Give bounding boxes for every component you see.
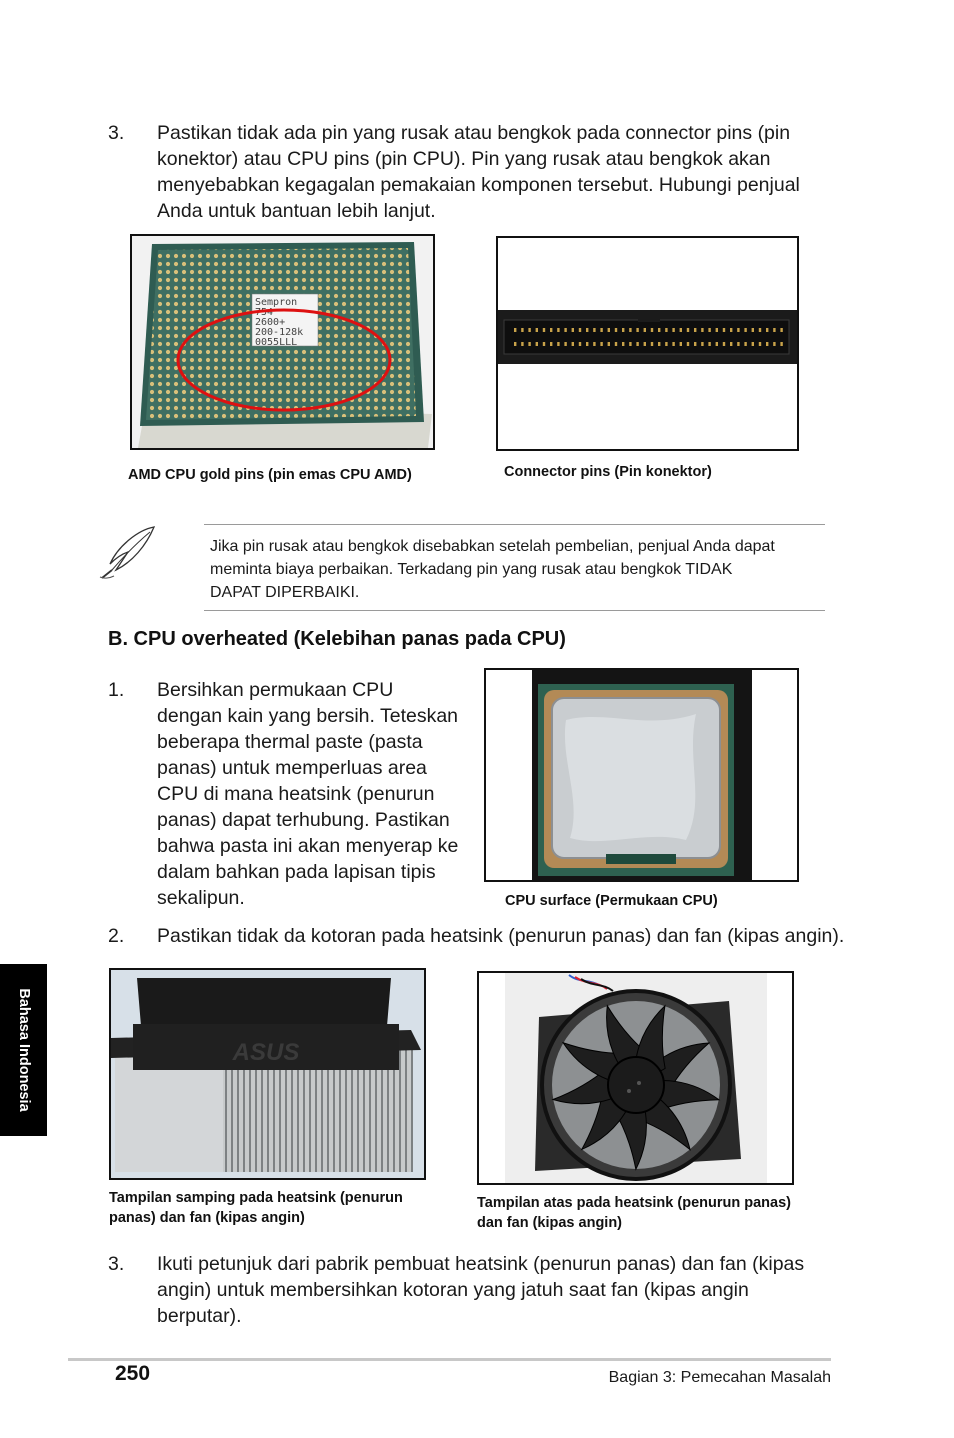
connector-pin [658,342,660,346]
heatsink-side-illustration [111,970,424,1178]
connector-pin [629,328,631,332]
connector-pin [514,328,516,332]
connector-pin [665,328,667,332]
cpu-label-line: 200-128k [255,327,304,338]
connector-pin [586,328,588,332]
connector-pin [636,342,638,346]
cpu-label-line: 2600+ [255,317,286,328]
connector-pin [665,342,667,346]
connector-pin [651,328,653,332]
connector-pin [780,328,782,332]
connector-pin [701,328,703,332]
connector-pin [593,342,595,346]
step-3-text: Pastikan tidak ada pin yang rusak atau bengkok pada connector pins (pin konektor) atau CPU pins (pin CPU). Pin yang rusak atau bengkok akan menyebabkan kegagalan pemakaian komponen tersebut. Hubungi penjual Anda untuk bantuan lebih lanjut. [157,122,800,222]
connector-pin [716,328,718,332]
connector-pin [644,328,646,332]
connector-pin [536,328,538,332]
connector-pin [708,342,710,346]
figure-caption: Tampilan atas pada heatsink (penurun panas) dan fan (kipas angin) [477,1195,791,1231]
connector-pin [737,342,739,346]
connector-pin [680,328,682,332]
cpu-label-line: Sempron [255,297,298,308]
cpu-label-line: 0055LLL [255,337,298,348]
connector-pin [608,328,610,332]
connector-pin [687,342,689,346]
connector-pin [730,328,732,332]
figure-caption: CPU surface (Permukaan CPU) [505,893,718,909]
connector-pin [694,342,696,346]
cpu-surface-illustration [486,670,797,880]
connector-pin [644,342,646,346]
footer-rule [68,1358,831,1361]
connector-pin [536,342,538,346]
step-3-bottom-text: Ikuti petunjuk dari pabrik pembuat heatsink (penurun panas) dan fan (kipas angin) untuk membersihkan kotoran yang jatuh saat fan (kipas angin berputar). [157,1253,805,1327]
connector-pin [651,342,653,346]
note-top-rule [204,524,825,525]
footer-section-title: Bagian 3: Pemecahan Masalah [608,1369,831,1386]
connector-pin [752,342,754,346]
connector-pin [636,328,638,332]
connector-pin [723,342,725,346]
connector-pin [694,328,696,332]
asus-logo: ASUS [232,1039,300,1066]
step-1-text: Bersihkan permukaan CPU dengan kain yang bersih. Teteskan beberapa thermal paste (pasta panas) untuk memperluas area CPU di mana heatsink (penurun panas) dapat terhubung. Pastikan bahwa pasta ini akan menyerap ke dalam bahkan pada lapisan tipis sekalipun. [157,679,459,909]
connector-pin [780,342,782,346]
connector-pin [543,328,545,332]
connector-pin [658,328,660,332]
connector-pin [622,342,624,346]
connector-pin [514,342,516,346]
cpu-surface-photo [484,668,799,882]
connector-pin [737,328,739,332]
connector-pin [572,342,574,346]
page-number: 250 [115,1362,151,1385]
step-number: 3. [108,122,125,144]
connector-pin [528,342,530,346]
connector-pin [543,342,545,346]
cpu-label-line: 754 [255,307,274,318]
connector-pin [759,328,761,332]
connector-pin [752,328,754,332]
section-heading: B. CPU overheated (Kelebihan panas pada CPU) [108,628,566,650]
connector-pin [708,328,710,332]
connector-pin [701,342,703,346]
cpu-pins-illustration [132,236,433,448]
connector-pin [579,342,581,346]
amd-cpu-pins-photo [130,234,435,450]
connector-pin [672,328,674,332]
connector-pins-photo [496,236,799,451]
connector-pin [766,328,768,332]
connector-pin [766,342,768,346]
feather-pen-icon [98,524,158,580]
note-bottom-rule [204,610,825,611]
figure-caption: Tampilan samping pada heatsink (penurun panas) dan fan (kipas angin) [109,1190,403,1226]
connector-pin [521,342,523,346]
connector-pin [550,328,552,332]
heatsink-top-photo [477,971,794,1185]
language-side-tab: Bahasa Indonesia [0,964,47,1136]
connector-pin [629,342,631,346]
connector-pin [744,342,746,346]
connector-pin [572,328,574,332]
connector-pin [593,328,595,332]
connector-pin [615,328,617,332]
connector-pin [716,342,718,346]
figure-caption: Connector pins (Pin konektor) [504,464,712,480]
connector-pin [687,328,689,332]
connector-pin [564,328,566,332]
connector-pin [586,342,588,346]
connector-pin [579,328,581,332]
connector-illustration [498,238,797,449]
connector-pin [528,328,530,332]
step-number: 1. [108,679,125,701]
note-text: Jika pin rusak atau bengkok disebabkan setelah pembelian, penjual Anda dapat meminta biaya perbaikan. Terkadang pin yang rusak atau bengkok TIDAK DAPAT DIPERBAIKI. [210,538,775,601]
connector-pin [550,342,552,346]
figure-caption: AMD CPU gold pins (pin emas CPU AMD) [128,467,412,483]
connector-pin [564,342,566,346]
heatsink-side-photo [109,968,426,1180]
connector-pin [680,342,682,346]
connector-pin [608,342,610,346]
connector-pin [744,328,746,332]
connector-pin [615,342,617,346]
connector-pin [672,342,674,346]
step-number: 2. [108,925,125,947]
connector-pin [622,328,624,332]
connector-pin [759,342,761,346]
step-number: 3. [108,1253,125,1275]
connector-pin [521,328,523,332]
connector-pin [600,342,602,346]
connector-pin [600,328,602,332]
connector-pin [557,342,559,346]
connector-pin [723,328,725,332]
heatsink-top-illustration [479,973,792,1183]
step-2-text: Pastikan tidak da kotoran pada heatsink (penurun panas) dan fan (kipas angin). [157,925,845,947]
connector-pin [773,342,775,346]
connector-pin [557,328,559,332]
connector-pin [773,328,775,332]
connector-pin [730,342,732,346]
